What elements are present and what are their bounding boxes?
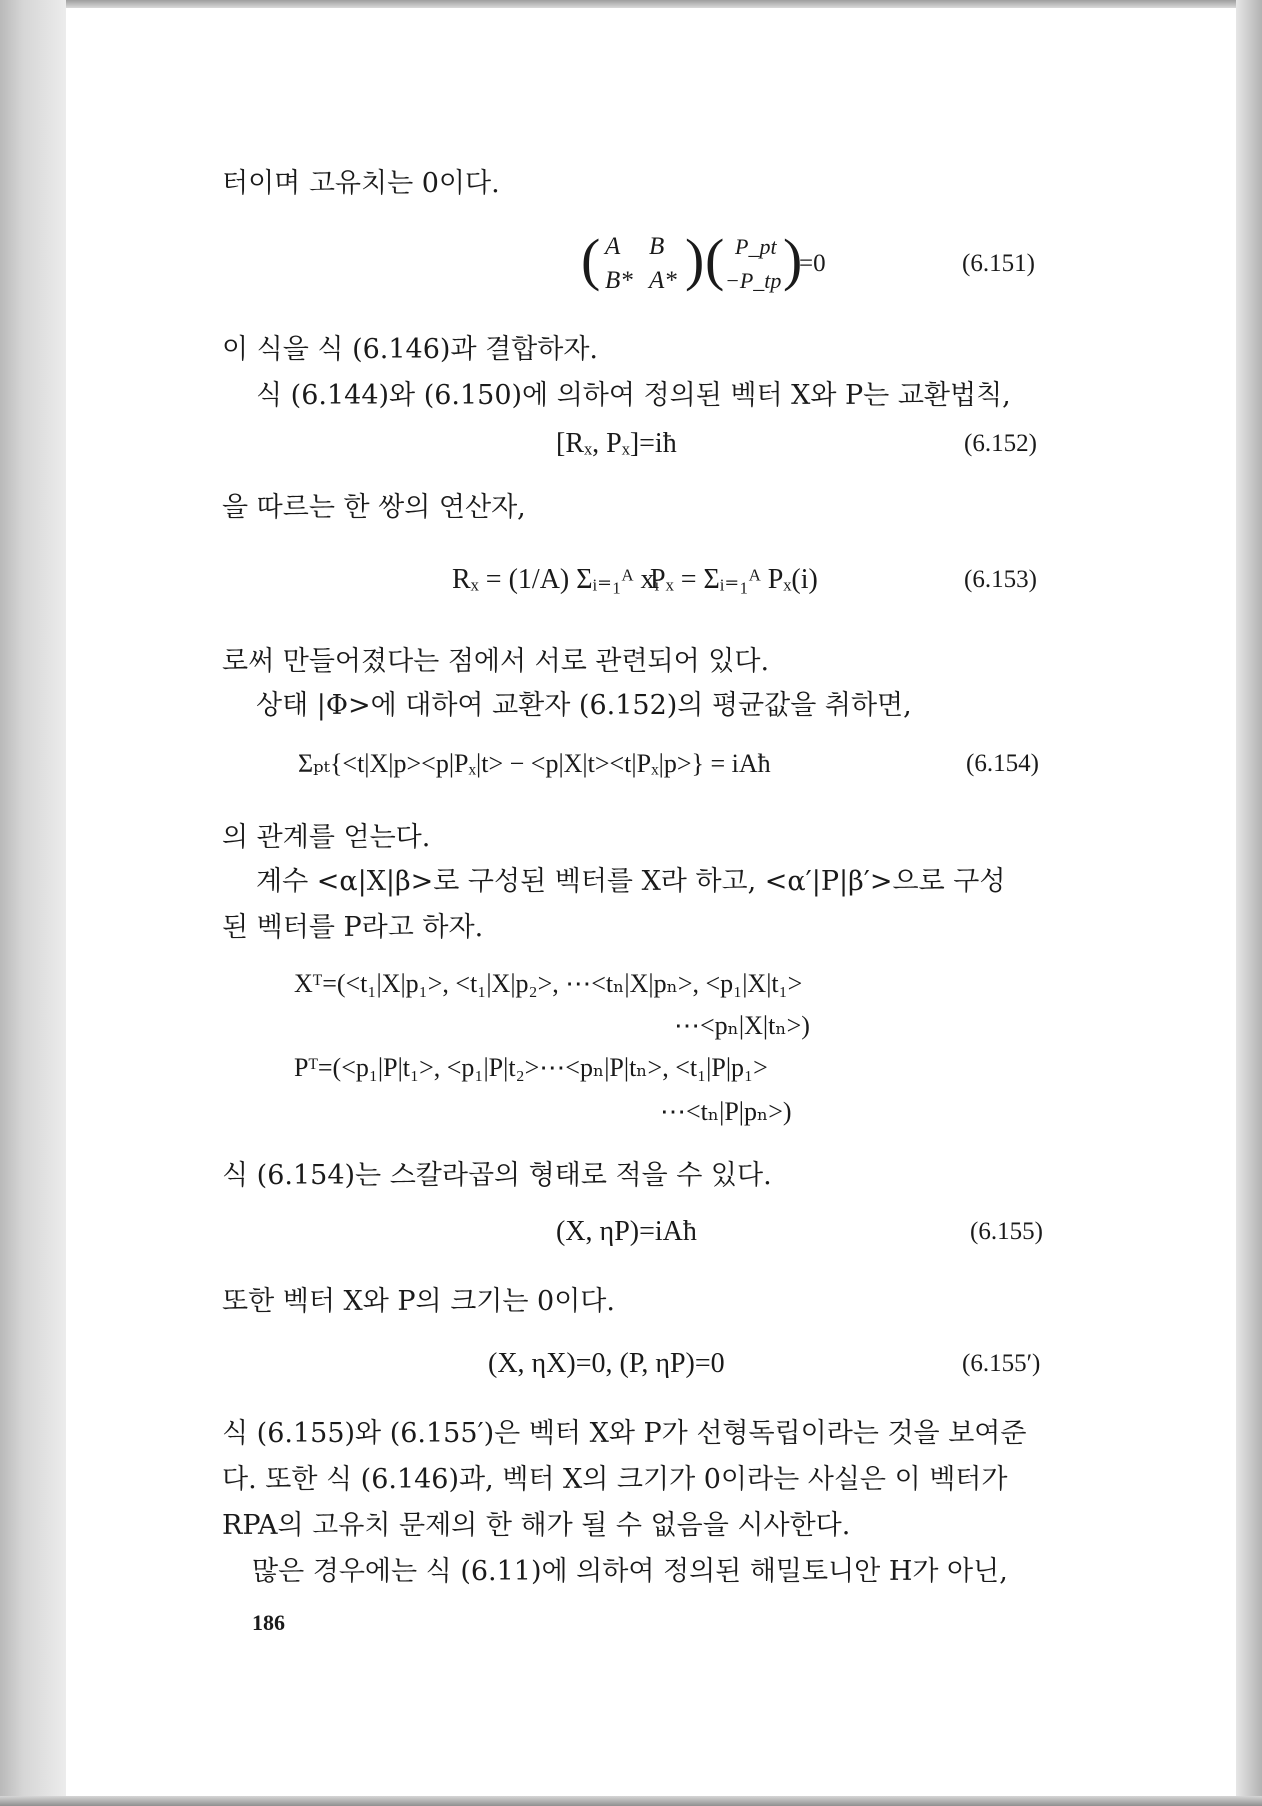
equals-zero: =0 — [799, 250, 826, 277]
page-edge-right — [1236, 0, 1262, 1806]
text-line: 상태 |Φ>에 대하여 교환자 (6.152)의 평균값을 취하면, — [256, 690, 912, 721]
equation-number: (6.153) — [964, 566, 1037, 593]
pt-vector-line-2: ⋯<tₙ|P|pₙ>) — [660, 1097, 792, 1126]
equation-6-154: Σₚₜ{<t|X|p><p|Pₓ|t> − <p|X|t><t|Pₓ|p>} = iAħ — [298, 749, 771, 778]
equation-6-155-prime: (X, ηX)=0, (P, ηP)=0 — [488, 1348, 725, 1379]
vector-right-paren: ) — [783, 227, 803, 292]
page-edge-left — [0, 0, 66, 1806]
equation-number: (6.155′) — [962, 1350, 1041, 1377]
text-line: 된 벡터를 P라고 하자. — [222, 912, 484, 943]
vector-cell: −P_tp — [725, 268, 782, 293]
pt-vector-line-1: Pᵀ=(<p₁|P|t₁>, <p₁|P|t₂>⋯<pₙ|P|tₙ>, <t₁|P|p₁> — [294, 1053, 768, 1082]
equation-6-155: (X, ηP)=iAħ — [556, 1216, 697, 1247]
text-line: 식 (6.144)와 (6.150)에 의하여 정의된 벡터 X와 P는 교환법칙, — [256, 380, 1011, 411]
matrix-cell: B — [649, 233, 665, 260]
matrix-cell: A — [605, 233, 621, 260]
text-line: 이 식을 식 (6.146)과 결합하자. — [222, 334, 599, 365]
equation-number: (6.154) — [966, 750, 1039, 777]
text-line: 식 (6.154)는 스칼라곱의 형태로 적을 수 있다. — [222, 1160, 772, 1191]
equation-6-153-left: Rₓ = (1/A) Σᵢ₌₁ᴬ xᵢ — [452, 564, 660, 595]
equation-6-153-right: Pₓ = Σᵢ₌₁ᴬ Pₓ(i) — [650, 564, 818, 595]
book-page — [66, 8, 1236, 1796]
matrix-cell: A* — [649, 267, 677, 294]
text-line: 터이며 고유치는 0이다. — [222, 168, 500, 199]
equation-6-152: [Rₓ, Pₓ]=iħ — [556, 428, 677, 459]
text-line: RPA의 고유치 문제의 한 해가 될 수 없음을 시사한다. — [222, 1510, 851, 1541]
page-number: 186 — [252, 1610, 285, 1635]
text-line: 또한 벡터 X와 P의 크기는 0이다. — [222, 1286, 615, 1317]
page-edge-bottom — [0, 1796, 1262, 1806]
text-line: 로써 만들어졌다는 점에서 서로 관련되어 있다. — [222, 646, 770, 677]
text-line: 많은 경우에는 식 (6.11)에 의하여 정의된 해밀토니안 H가 아닌, — [252, 1556, 1008, 1587]
matrix-right-paren: ) — [685, 227, 705, 292]
equation-number: (6.152) — [964, 430, 1037, 457]
text-line: 식 (6.155)와 (6.155′)은 벡터 X와 P가 선형독립이라는 것을 보여준 — [222, 1418, 1027, 1449]
matrix-cell: B* — [605, 267, 633, 294]
text-line: 다. 또한 식 (6.146)과, 벡터 X의 크기가 0이라는 사실은 이 벡터가 — [222, 1464, 1008, 1495]
page-edge-top — [0, 0, 1262, 8]
text-line: 의 관계를 얻는다. — [222, 822, 431, 853]
text-line: 을 따르는 한 쌍의 연산자, — [222, 492, 526, 523]
equation-number: (6.151) — [962, 250, 1035, 277]
xt-vector-line-2: ⋯<pₙ|X|tₙ>) — [674, 1011, 810, 1040]
vector-cell: P_pt — [735, 234, 777, 259]
equation-number: (6.155) — [970, 1218, 1043, 1245]
equation-6-151 — [581, 227, 830, 298]
matrix-left-paren: ( — [581, 227, 601, 292]
xt-vector-line-1: Xᵀ=(<t₁|X|p₁>, <t₁|X|p₂>, ⋯<tₙ|X|pₙ>, <p₁|X|t₁> — [294, 969, 803, 998]
vector-left-paren: ( — [705, 227, 725, 292]
text-line: 계수 <α|X|β>로 구성된 벡터를 X라 하고, <α′|P|β′>으로 구성 — [256, 866, 1006, 897]
